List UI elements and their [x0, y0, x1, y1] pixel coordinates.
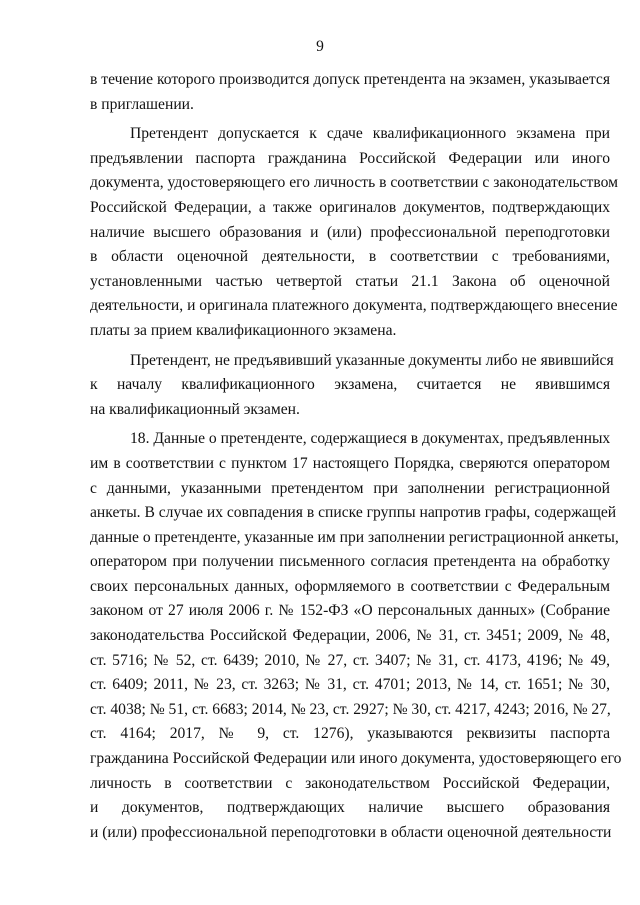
text-line: данные о претенденте, указанные им при заполнении регистрационной анкеты, [90, 528, 619, 546]
text-line: Претендент, не предъявивший указанные документы либо не явившийся [130, 351, 614, 369]
text-line: ст. 6409; 2011, № 23, ст. 3263; № 31, ст. 4701; 2013, № 14, ст. 1651; № 30, [90, 676, 610, 694]
text-line: в течение которого производится допуск претендента на экзамен, указывается [90, 71, 610, 88]
text-line: документа, удостоверяющего его личность в соответствии с законодательством [90, 174, 618, 192]
text-line: Претендент допускается к сдаче квалификационного экзамена при [130, 125, 610, 143]
text-line: оператором при получении письменного согласия претендента на обработку [90, 553, 610, 571]
text-line: и (или) профессиональной переподготовки в области оценочной деятельности [90, 823, 612, 841]
text-line: в приглашении. [90, 95, 194, 113]
text-line: законодательства Российской Федерации, 2006, № 31, ст. 3451; 2009, № 48, [90, 627, 610, 645]
text-line: гражданина Российской Федерации или иного документа, удостоверяющего его [90, 750, 622, 768]
text-line: на квалификационный экзамен. [90, 400, 300, 418]
page-number: 9 [316, 38, 324, 55]
text-line: им в соответствии с пунктом 17 настоящего Порядка, сверяются оператором [90, 454, 610, 472]
text-line: законом от 27 июля 2006 г. № 152-ФЗ «О персональных данных» (Собрание [90, 602, 610, 620]
text-line: установленными частью четвертой статьи 21.1 Закона об оценочной [90, 272, 610, 290]
text-line: в области оценочной деятельности, в соответствии с требованиями, [90, 248, 610, 266]
text-line: и документов, подтверждающих наличие высшего образования [90, 799, 610, 817]
text-line: личность в соответствии с законодательством Российской Федерации, [90, 774, 610, 792]
text-line: ст. 4164; 2017, № 9, ст. 1276), указываются реквизиты паспорта [90, 725, 610, 743]
paragraph [90, 349, 614, 423]
text-line: наличие высшего образования и (или) профессиональной переподготовки [90, 223, 610, 241]
paragraph [90, 427, 622, 845]
text-line: Российской Федерации, а также оригиналов документов, подтверждающих [90, 198, 610, 216]
text-line: деятельности, и оригинала платежного документа, подтверждающего внесение [90, 297, 618, 315]
text-line: 18. Данные о претенденте, содержащиеся в документах, предъявленных [130, 430, 611, 448]
text-line: к началу квалификационного экзамена, считается не явившимся [90, 376, 610, 394]
paragraph [90, 68, 610, 117]
paragraph [90, 122, 618, 343]
text-line: предъявлении паспорта гражданина Российской Федерации или иного [90, 149, 610, 167]
text-line: своих персональных данных, оформляемого в соответствии с Федеральным [90, 577, 610, 595]
text-line: платы за прием квалификационного экзамена. [90, 321, 397, 339]
text-line: ст. 5716; № 52, ст. 6439; 2010, № 27, ст. 3407; № 31, ст. 4173, 4196; № 49, [90, 651, 610, 669]
document-body [90, 68, 622, 845]
text-line: ст. 4038; № 51, ст. 6683; 2014, № 23, ст. 2927; № 30, ст. 4217, 4243; 2016, № 27, [90, 700, 611, 718]
text-line: анкеты. В случае их совпадения в списке группы напротив графы, содержащей [90, 504, 617, 522]
text-line: с данными, указанными претендентом при заполнении регистрационной [90, 479, 610, 497]
